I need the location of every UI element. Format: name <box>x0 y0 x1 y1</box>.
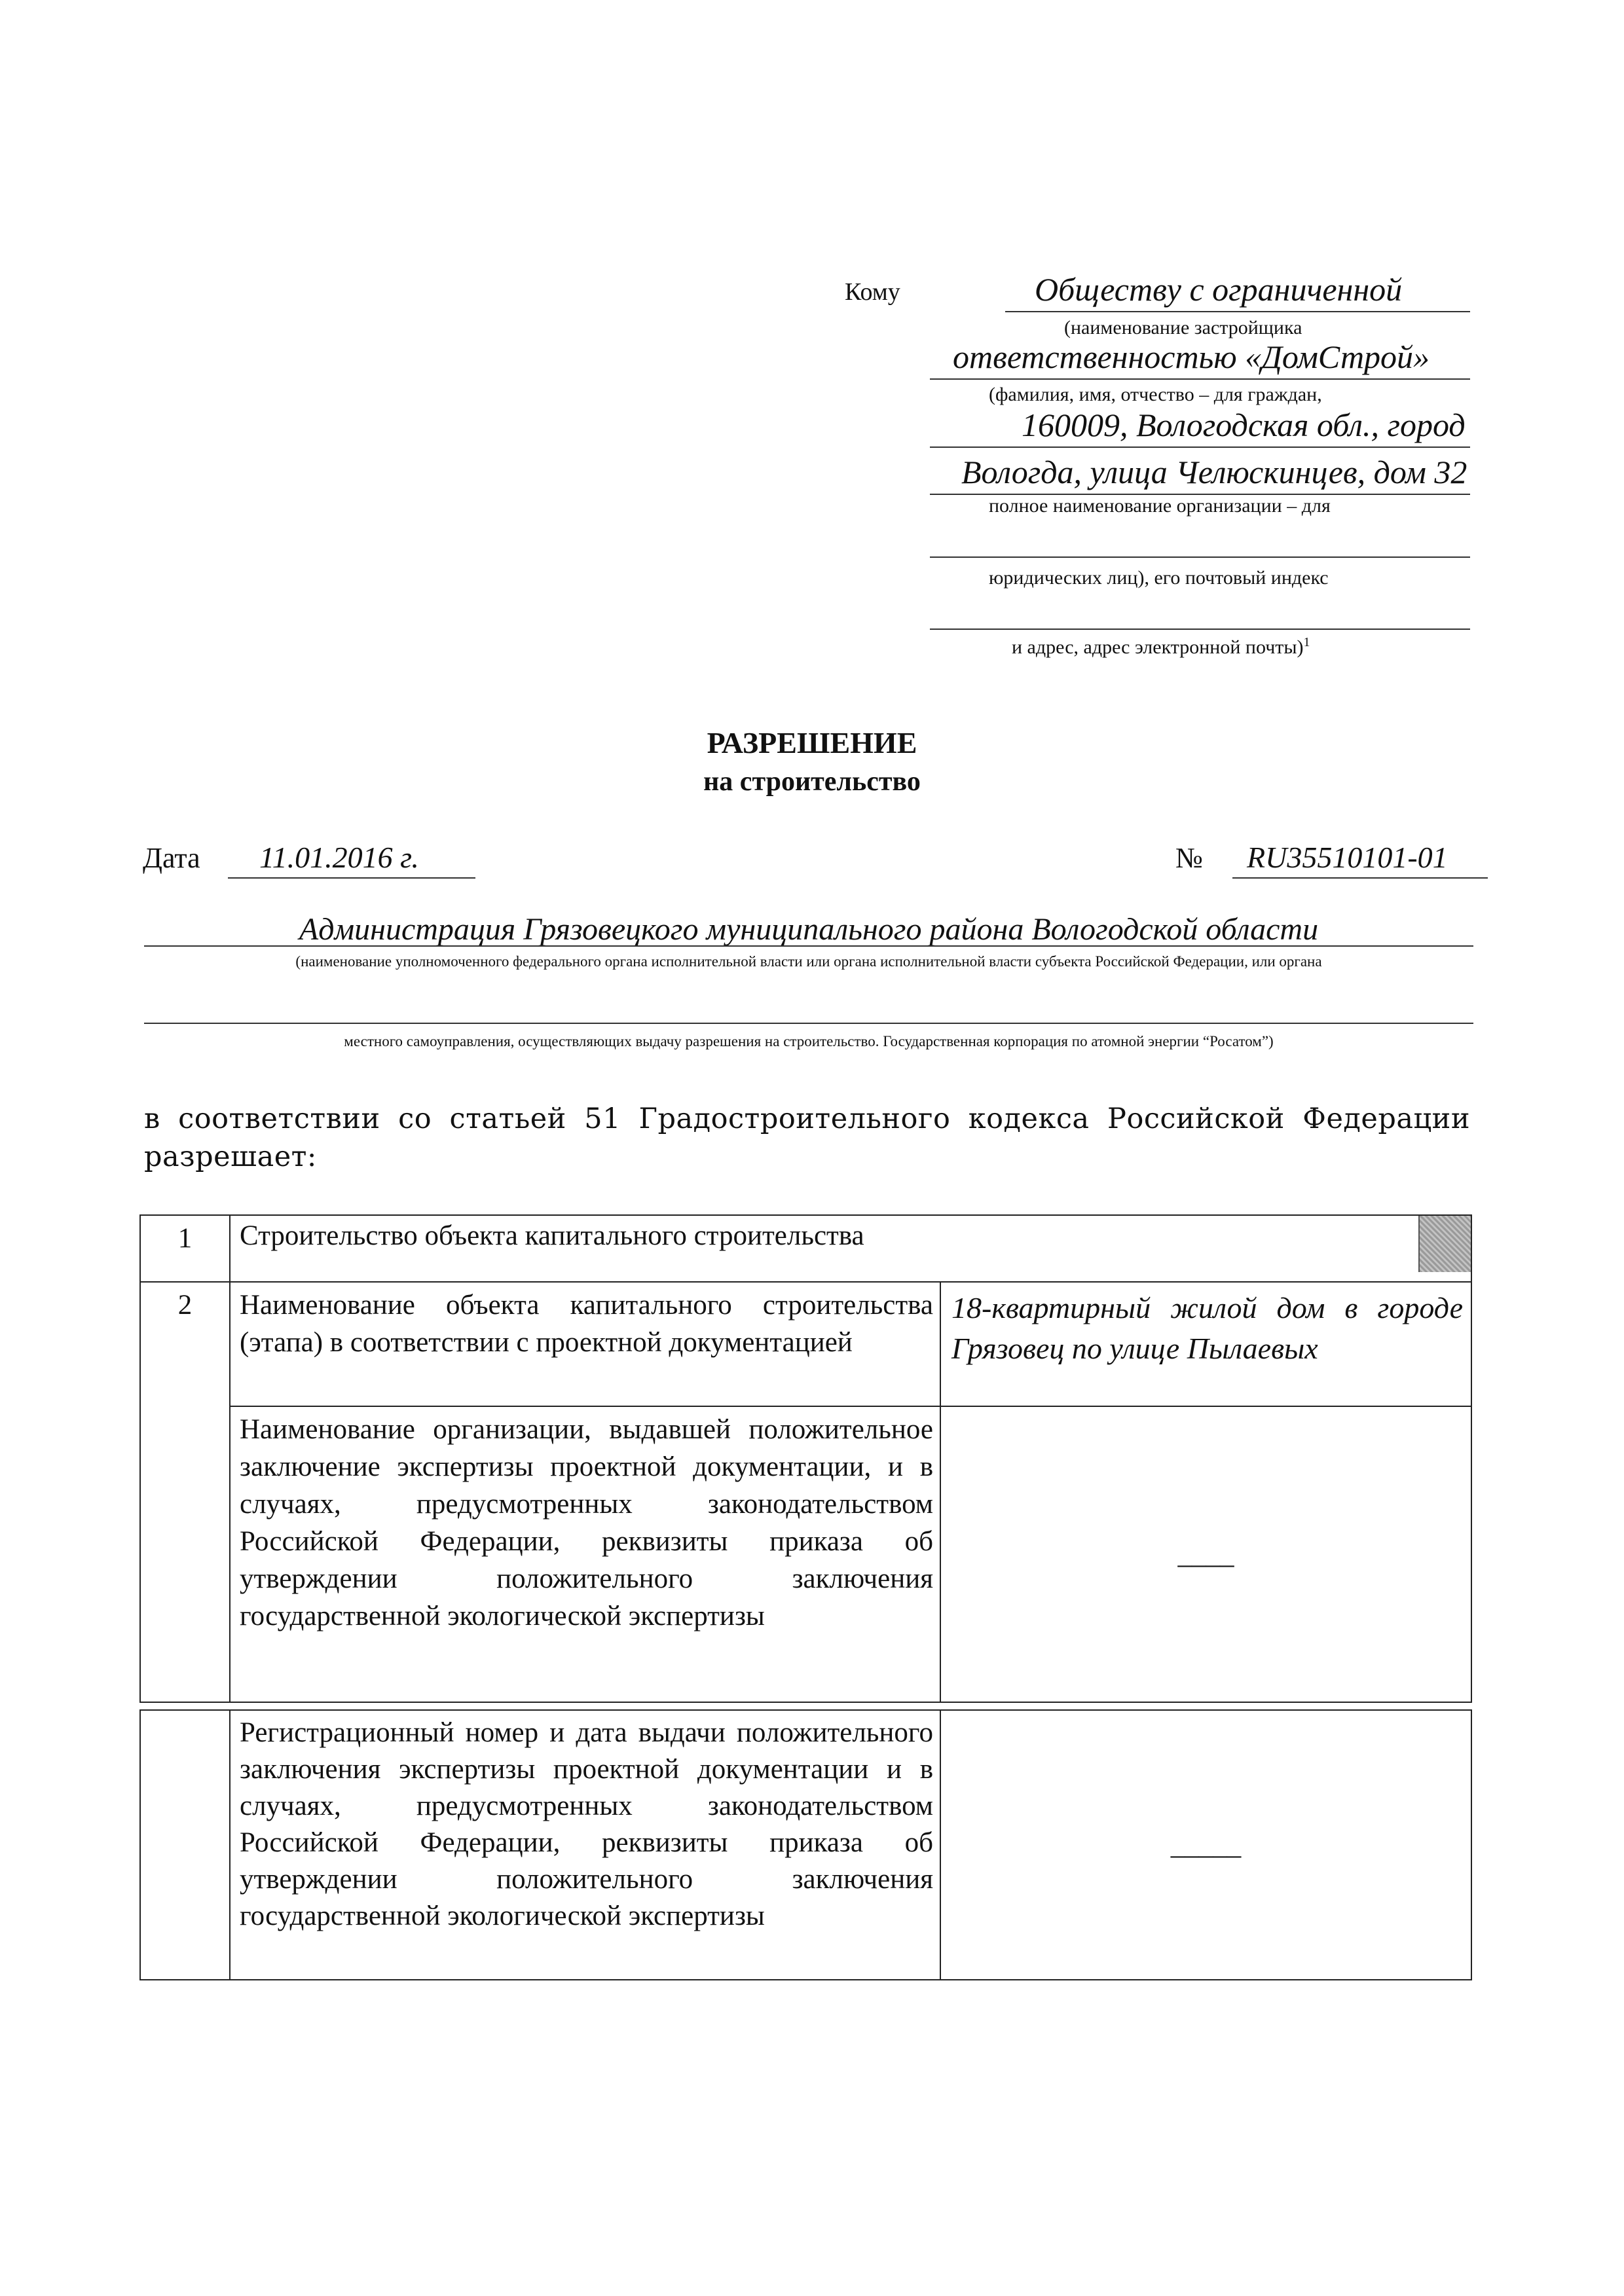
row1-number: 1 <box>140 1215 230 1282</box>
addressee-line-1 <box>1005 272 1470 312</box>
row1-text: Строительство объекта капитального строительства <box>240 1220 864 1251</box>
permit-number: RU35510101-01 <box>1247 841 1448 874</box>
table-row <box>140 1215 1471 1282</box>
row4-description: Регистрационный номер и дата выдачи положительного заключения экспертизы проектной документации и в случаях, предусмотренных законодательством Российской Федерации, реквизиты приказа об утверждении положительного заключения государственной экологической экспертизы <box>230 1710 940 1980</box>
footnote-mark: 1 <box>1303 635 1310 649</box>
document-title: РАЗРЕШЕНИЕ <box>707 726 917 759</box>
addressee-name-part1: Обществу с ограниченной <box>1035 271 1403 308</box>
addressee-line-3 <box>930 407 1470 448</box>
date-value: 11.01.2016 г. <box>259 841 419 874</box>
addressee-caption-4: юридических лиц), его почтовый индекс <box>989 567 1329 589</box>
authority-underline-2 <box>144 1023 1473 1024</box>
document-subtitle: на строительство <box>703 767 921 797</box>
addressee-caption-3: полное наименование организации – для <box>989 495 1331 517</box>
addressee-address-part1: 160009, Вологодская обл., город <box>1022 407 1466 443</box>
addressee-caption-1: (наименование застройщика <box>1064 317 1302 338</box>
permit-table-part1 <box>139 1214 1472 1703</box>
row2-description: Наименование объекта капитального строительства (этапа) в соответствии с проектной документацией <box>230 1282 940 1406</box>
row4-value: _____ <box>940 1710 1471 1980</box>
number-field <box>1232 838 1488 879</box>
row2-number: 2 <box>140 1282 230 1702</box>
addressee-line-5 <box>930 517 1470 558</box>
checkbox-shaded <box>1418 1216 1471 1272</box>
table-row <box>140 1710 1471 1980</box>
addressee-line-6 <box>930 589 1470 630</box>
addressee-line-4 <box>930 454 1470 495</box>
permit-table-part2 <box>139 1709 1472 1980</box>
authority-caption-2: местного самоуправления, осуществляющих выдачу разрешения на строительство. Государственная корпорация по атомной энергии “Росатом”) <box>344 1033 1274 1049</box>
row3-value: ____ <box>940 1406 1471 1702</box>
addressee-caption-5 <box>1012 635 1310 659</box>
row1-cell <box>230 1215 1471 1282</box>
authority-caption-1: (наименование уполномоченного федерального органа исполнительной власти или органа исполнительной власти субъекта Российской Федерации, или органа <box>295 953 1322 970</box>
row3-description: Наименование организации, выдавшей положительное заключение экспертизы проектной документации, и в случаях, предусмотренных законодательством Российской Федерации, реквизиты приказа об утверждении положительного заключения государственной экологической экспертизы <box>230 1406 940 1702</box>
number-label: № <box>1175 842 1203 874</box>
addressee-caption-2: (фамилия, имя, отчество – для граждан, <box>989 384 1322 405</box>
table-row <box>140 1406 1471 1702</box>
addressee-label: Кому <box>845 278 900 306</box>
addressee-name-part2: ответственностью «ДомСтрой» <box>953 338 1430 375</box>
date-field <box>228 838 475 879</box>
addressee-caption-5-text: и адрес, адрес электронной почты) <box>1012 636 1304 658</box>
table-row <box>140 1282 1471 1406</box>
intro-text: в соответствии со статьей 51 Градостроительного кодекса Российской Федерации разрешает: <box>144 1102 1470 1173</box>
row2-value: 18-квартирный жилой дом в городе Грязовец по улице Пылаевых <box>940 1282 1471 1406</box>
addressee-address-part2: Вологда, улица Челюскинцев, дом 32 <box>961 454 1467 490</box>
addressee-line-2 <box>930 339 1470 380</box>
row4-number-empty <box>140 1710 230 1980</box>
authority-name: Администрация Грязовецкого муниципального района Вологодской области <box>299 912 1319 947</box>
date-label: Дата <box>143 842 200 874</box>
authority-underline <box>144 945 1473 947</box>
